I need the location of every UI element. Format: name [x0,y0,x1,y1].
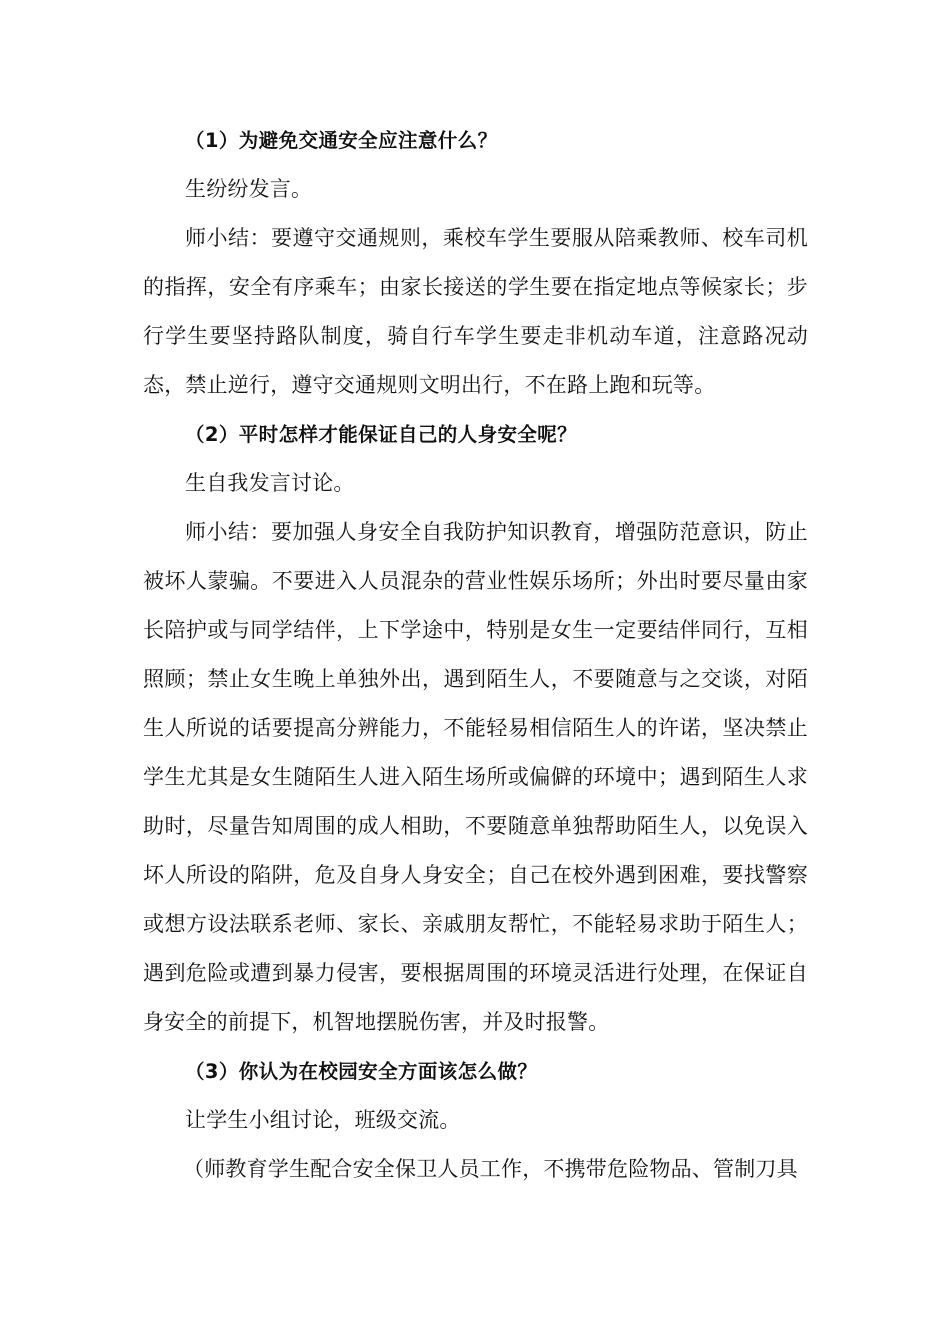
group-discussion-paragraph: 让学生小组讨论，班级交流。 [185,1108,461,1132]
question-1-heading: （1）为避免交通安全应注意什么？ [185,129,498,152]
teacher-summary-personal-safety-paragraph: 师小结：要加强人身安全自我防护知识教育，增强防范意识，防止被坏人蒙骗。不要进入人员混杂的营业性娱乐场所；外出时要尽量由家长陪护或与同学结伴，上下学途中，特别是女生一定要结伴同行，互相照顾；禁止女生晚上单独外出，遇到陌生人，不要随意与之交谈，对陌生人所说的话要提高分辨能力，不能轻易相信陌生人的许诺，坚决禁止学生尤其是女生随陌生人进入陌生场所或偏僻的环境中；遇到陌生人求助时，尽量告知周围的成人相助，不要随意单独帮助陌生人，以免误入坏人所设的陷阱，危及自身人身安全；自己在校外遇到困难，要找警察或想方设法联系老师、家长、亲戚朋友帮忙，不能轻易求助于陌生人；遇到危险或遭到暴力侵害，要根据周围的环境灵活进行处理，在保证自身安全的前提下，机智地摆脱伤害，并及时报警。 [143,520,808,1034]
teacher-summary-traffic-paragraph: 师小结：要遵守交通规则，乘校车学生要服从陪乘教师、校车司机的指挥，安全有序乘车；由家长接送的学生要在指定地点等候家长；步行学生要坚持路队制度，骑自行车学生要走非机动车道，注意路况动态，禁止逆行，遵守交通规则文明出行，不在路上跑和玩等。 [143,226,808,397]
student-response-paragraph: 生纷纷发言。 [185,177,313,201]
question-3-heading: （3）你认为在校园安全方面该怎么做？ [185,1060,538,1083]
document-body [143,116,808,1194]
question-2-heading: （2）平时怎样才能保证自己的人身安全呢？ [185,423,578,446]
teacher-education-paragraph: （师教育学生配合安全保卫人员工作，不携带危险物品、管制刀具 [183,1157,798,1181]
student-discussion-paragraph: 生自我发言讨论。 [185,471,355,495]
